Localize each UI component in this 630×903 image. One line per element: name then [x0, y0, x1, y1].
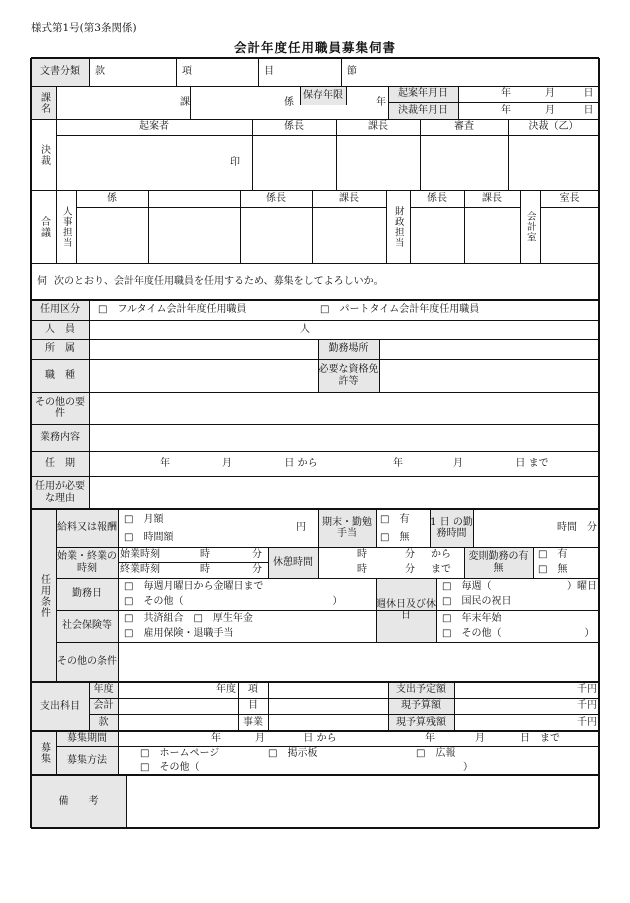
fulltime-checkbox: □ フルタイム会計年度任用職員: [98, 304, 247, 316]
grid-line: [346, 86, 347, 105]
approval-label: 決裁: [38, 143, 50, 166]
grid-line: [520, 190, 521, 263]
grid-line: [388, 86, 389, 119]
grid-line: [336, 119, 337, 190]
drafted-day: 日: [583, 88, 594, 100]
grid-line: [473, 509, 474, 547]
other-cond-label: その他の条件: [57, 656, 117, 668]
grid-line: [89, 714, 388, 715]
grid-line: [268, 682, 269, 731]
salary-label: 給料又は報酬: [57, 522, 117, 534]
budget-moku-label: 目: [248, 700, 258, 712]
grid-line: [379, 339, 380, 392]
bulletin-checkbox: □ 掲示板: [268, 748, 318, 760]
budget-kan-label: 款: [98, 716, 109, 728]
other-req-label: その他の要件: [35, 396, 85, 419]
grid-line: [410, 190, 411, 263]
workday-other-close: ）: [332, 595, 343, 607]
bonus-yes-checkbox: □ 有: [380, 514, 410, 526]
break-from: から: [431, 549, 451, 561]
decision-header: 決裁（乙）: [528, 121, 579, 133]
holiday-label: 週休日及び休日: [376, 598, 436, 621]
grid-line: [56, 135, 599, 136]
grid-line: [76, 207, 386, 208]
planned-unit: 千円: [577, 684, 597, 696]
remarks-label: 備 考: [58, 795, 99, 807]
grid-line: [388, 102, 599, 103]
grid-line: [436, 578, 437, 642]
pr-checkbox: □ 広報: [416, 748, 456, 760]
grid-line: [410, 207, 520, 208]
budget-project-label: 事業: [243, 716, 263, 728]
remaining-label: 現予算残額: [396, 716, 446, 728]
conditions-label: 任用条件: [38, 573, 50, 618]
grid-line: [31, 299, 599, 301]
account-label: 会計: [93, 700, 114, 712]
decided-year: 年: [501, 104, 511, 116]
grid-line: [56, 746, 599, 747]
national-holiday-checkbox: □ 国民の祝日: [442, 595, 512, 607]
period-part: 月: [475, 732, 485, 744]
grid-line: [454, 682, 455, 731]
holiday-other-close: ）: [584, 627, 595, 639]
grid-line: [31, 424, 599, 425]
section-head-header: 課長: [368, 121, 388, 133]
holiday-other-checkbox: □ その他（: [442, 627, 502, 639]
grid-line: [420, 119, 421, 190]
grid-line: [56, 731, 57, 775]
shift-yes-checkbox: □ 有: [538, 549, 568, 561]
end-hour: 時: [200, 564, 210, 576]
term-part: 日 まで: [515, 457, 549, 469]
start-end-label: 始業・終業の時刻: [57, 551, 117, 574]
grid-line: [31, 339, 599, 340]
hourly-checkbox: □ 時間額: [124, 531, 174, 543]
homepage-checkbox: □ ホームページ: [140, 748, 220, 760]
new-year-checkbox: □ 年末年始: [442, 612, 502, 624]
kou-label: 項: [182, 66, 192, 78]
grid-line: [56, 642, 599, 643]
term-part: 日 から: [284, 457, 318, 469]
end-time-label: 終業時刻: [120, 564, 160, 576]
shift-no-checkbox: □ 無: [538, 564, 568, 576]
doc-class-label: 文書分類: [40, 66, 80, 78]
grid-line: [56, 578, 599, 579]
grid-line: [388, 682, 389, 731]
grid-line: [388, 714, 599, 715]
current-label: 現予算額: [401, 700, 441, 712]
persons-unit: 人: [300, 323, 310, 335]
grid-line: [118, 731, 119, 775]
grid-line: [376, 509, 377, 547]
grid-line: [388, 698, 599, 699]
grid-line: [240, 190, 241, 263]
grid-line: [31, 827, 599, 829]
grid-line: [56, 610, 599, 611]
decided-date-label: 決裁年月日: [398, 104, 448, 116]
grid-line: [56, 119, 57, 190]
period-part: 日 から: [303, 732, 337, 744]
ka-suffix: 課: [180, 96, 190, 108]
grid-line: [464, 547, 465, 578]
grid-line: [126, 775, 127, 828]
grid-line: [31, 320, 599, 321]
grid-line: [31, 681, 599, 683]
break-minute-2: 分: [405, 564, 415, 576]
yen-unit: 円: [296, 522, 306, 534]
grid-line: [31, 774, 599, 776]
grid-line: [540, 207, 599, 208]
grid-line: [376, 578, 377, 642]
grid-line: [31, 730, 599, 732]
start-minute: 分: [252, 549, 262, 561]
recruitment-label: 募集: [38, 742, 50, 764]
grid-line: [318, 339, 319, 392]
retention-label: 保存年限: [303, 89, 343, 101]
grid-line: [540, 190, 541, 263]
budget-label: 支出科目: [40, 700, 80, 712]
period-part: 年: [425, 732, 435, 744]
start-hour: 時: [200, 549, 210, 561]
break-hour-2: 時: [357, 564, 367, 576]
remaining-unit: 千円: [577, 716, 597, 728]
employment-ins-checkbox: □ 雇用保険・退職手当: [124, 627, 234, 639]
monthly-checkbox: □ 月額: [124, 514, 164, 526]
drafter-header: 起案者: [139, 121, 169, 133]
shift-label: 変則勤務の有無: [468, 551, 529, 574]
decided-day: 日: [583, 104, 594, 116]
hours-unit: 時間 分: [557, 522, 597, 534]
method-label: 募集方法: [67, 754, 107, 766]
fiscal-year-suffix: 年度: [216, 684, 236, 696]
grid-line: [341, 58, 342, 86]
bonus-no-checkbox: □ 無: [380, 531, 410, 543]
license-label: 必要な資格免許等: [318, 364, 379, 387]
workday-other-checkbox: □ その他（: [124, 595, 184, 607]
period-part: 月: [255, 732, 265, 744]
mutual-aid-checkbox: □ 共済組合 □ 厚生年金: [124, 612, 253, 624]
method-other-checkbox: □ その他（: [140, 762, 200, 774]
accounting-label: 会計室: [524, 210, 536, 243]
period-label: 募集期間: [67, 732, 107, 744]
grid-line: [458, 86, 459, 119]
break-label: 休憩時間: [273, 556, 313, 568]
grid-line: [148, 190, 149, 263]
grid-line: [89, 58, 90, 86]
hr-label: 人事担当: [60, 205, 72, 248]
kakari-suffix: 係: [284, 96, 294, 108]
kan-label: 款: [95, 66, 105, 78]
drafted-year: 年: [501, 88, 511, 100]
consult-chief-header: 係長: [266, 192, 286, 204]
break-until: まで: [431, 564, 451, 576]
finance-label: 財政担当: [392, 205, 404, 248]
grid-line: [300, 86, 301, 105]
start-time-label: 始業時刻: [120, 549, 160, 561]
parttime-checkbox: □ パートタイム会計年度任用職員: [320, 304, 480, 316]
fiscal-year-label: 年度: [93, 684, 114, 696]
dept-label: 所 属: [45, 343, 75, 355]
term-part: 年: [160, 457, 170, 469]
grid-line: [31, 451, 599, 452]
workday-label: 勤務日: [72, 588, 102, 600]
grid-line: [76, 190, 77, 263]
inquiry-label: 伺: [37, 275, 47, 287]
consult-label: 合議: [38, 215, 50, 238]
decided-month: 月: [545, 104, 555, 116]
grid-line: [31, 190, 599, 191]
daily-hours-label: 1 日 の勤務時間: [430, 516, 473, 539]
term-part: 月: [453, 457, 463, 469]
ka-name-label: 課名: [38, 91, 50, 114]
grid-line: [533, 547, 534, 578]
grid-line: [31, 359, 599, 360]
persons-label: 人 員: [45, 323, 75, 335]
term-part: 年: [393, 457, 403, 469]
grid-line: [238, 682, 239, 731]
grid-line: [464, 190, 465, 263]
grid-line: [89, 682, 90, 731]
break-hour: 時: [357, 549, 367, 561]
grid-line: [508, 119, 509, 190]
room-head-header: 室長: [559, 192, 580, 204]
workplace-label: 勤務場所: [328, 343, 369, 355]
duties-label: 業務内容: [40, 431, 80, 443]
grid-line: [386, 190, 387, 263]
moku-label: 目: [264, 66, 274, 78]
retention-year: 年: [376, 96, 386, 108]
drafted-month: 月: [545, 88, 555, 100]
page-title: 会計年度任用職員募集伺書: [233, 40, 396, 55]
grid-line: [318, 547, 319, 578]
inquiry-text: 次のとおり、会計年度任用職員を任用するため、募集をしてよろしいか。: [54, 275, 384, 287]
grid-line: [31, 57, 599, 59]
review-header: 審査: [454, 121, 474, 133]
period-part: 年: [211, 732, 221, 744]
finance-chief-header: 係長: [427, 192, 447, 204]
grid-line: [56, 86, 57, 119]
consult-kakari-header: 係: [107, 192, 117, 204]
break-minute: 分: [405, 549, 415, 561]
planned-label: 支出予定額: [396, 684, 446, 696]
weekly-suffix: ）曜日: [567, 580, 597, 592]
grid-line: [258, 58, 259, 86]
insurance-label: 社会保険等: [62, 620, 112, 632]
grid-line: [31, 263, 599, 264]
grid-line: [89, 698, 388, 699]
chief-header: 係長: [284, 121, 304, 133]
weekdays-checkbox: □ 毎週月曜日から金曜日まで: [124, 580, 264, 592]
grid-line: [252, 119, 253, 190]
finance-section-head-header: 課長: [482, 192, 502, 204]
form-number: 様式第1号(第3条関係): [31, 22, 137, 34]
current-unit: 千円: [577, 700, 597, 712]
grid-line: [89, 300, 90, 509]
grid-line: [190, 86, 191, 119]
setsu-label: 節: [347, 66, 357, 78]
bonus-label: 期末・勤勉手当: [322, 516, 372, 539]
reason-label: 任用が必要な理由: [35, 481, 85, 504]
grid-line: [56, 190, 57, 263]
grid-line: [176, 58, 177, 86]
grid-line: [31, 392, 599, 393]
grid-line: [118, 509, 119, 682]
grid-line: [118, 682, 119, 731]
drafted-date-label: 起案年月日: [398, 88, 448, 100]
grid-line: [30, 58, 32, 828]
grid-line: [598, 58, 600, 828]
grid-line: [31, 119, 599, 120]
category-label: 任用区分: [40, 304, 80, 316]
grid-line: [31, 508, 599, 510]
period-part: 日 まで: [520, 732, 560, 744]
budget-kou-label: 項: [248, 684, 258, 696]
grid-line: [312, 190, 313, 263]
method-other-close: ）: [463, 762, 473, 774]
grid-line: [318, 509, 319, 547]
seal-mark: 印: [230, 156, 240, 168]
term-part: 月: [222, 457, 232, 469]
grid-line: [430, 509, 431, 547]
grid-line: [118, 562, 268, 563]
job-label: 職 種: [45, 369, 75, 381]
consult-section-head-header: 課長: [339, 192, 359, 204]
grid-line: [31, 476, 599, 477]
grid-line: [56, 509, 57, 682]
weekly-checkbox: □ 毎週（: [442, 580, 492, 592]
grid-line: [31, 86, 599, 87]
term-label: 任 期: [45, 457, 75, 469]
grid-line: [56, 547, 599, 548]
end-minute: 分: [252, 564, 262, 576]
